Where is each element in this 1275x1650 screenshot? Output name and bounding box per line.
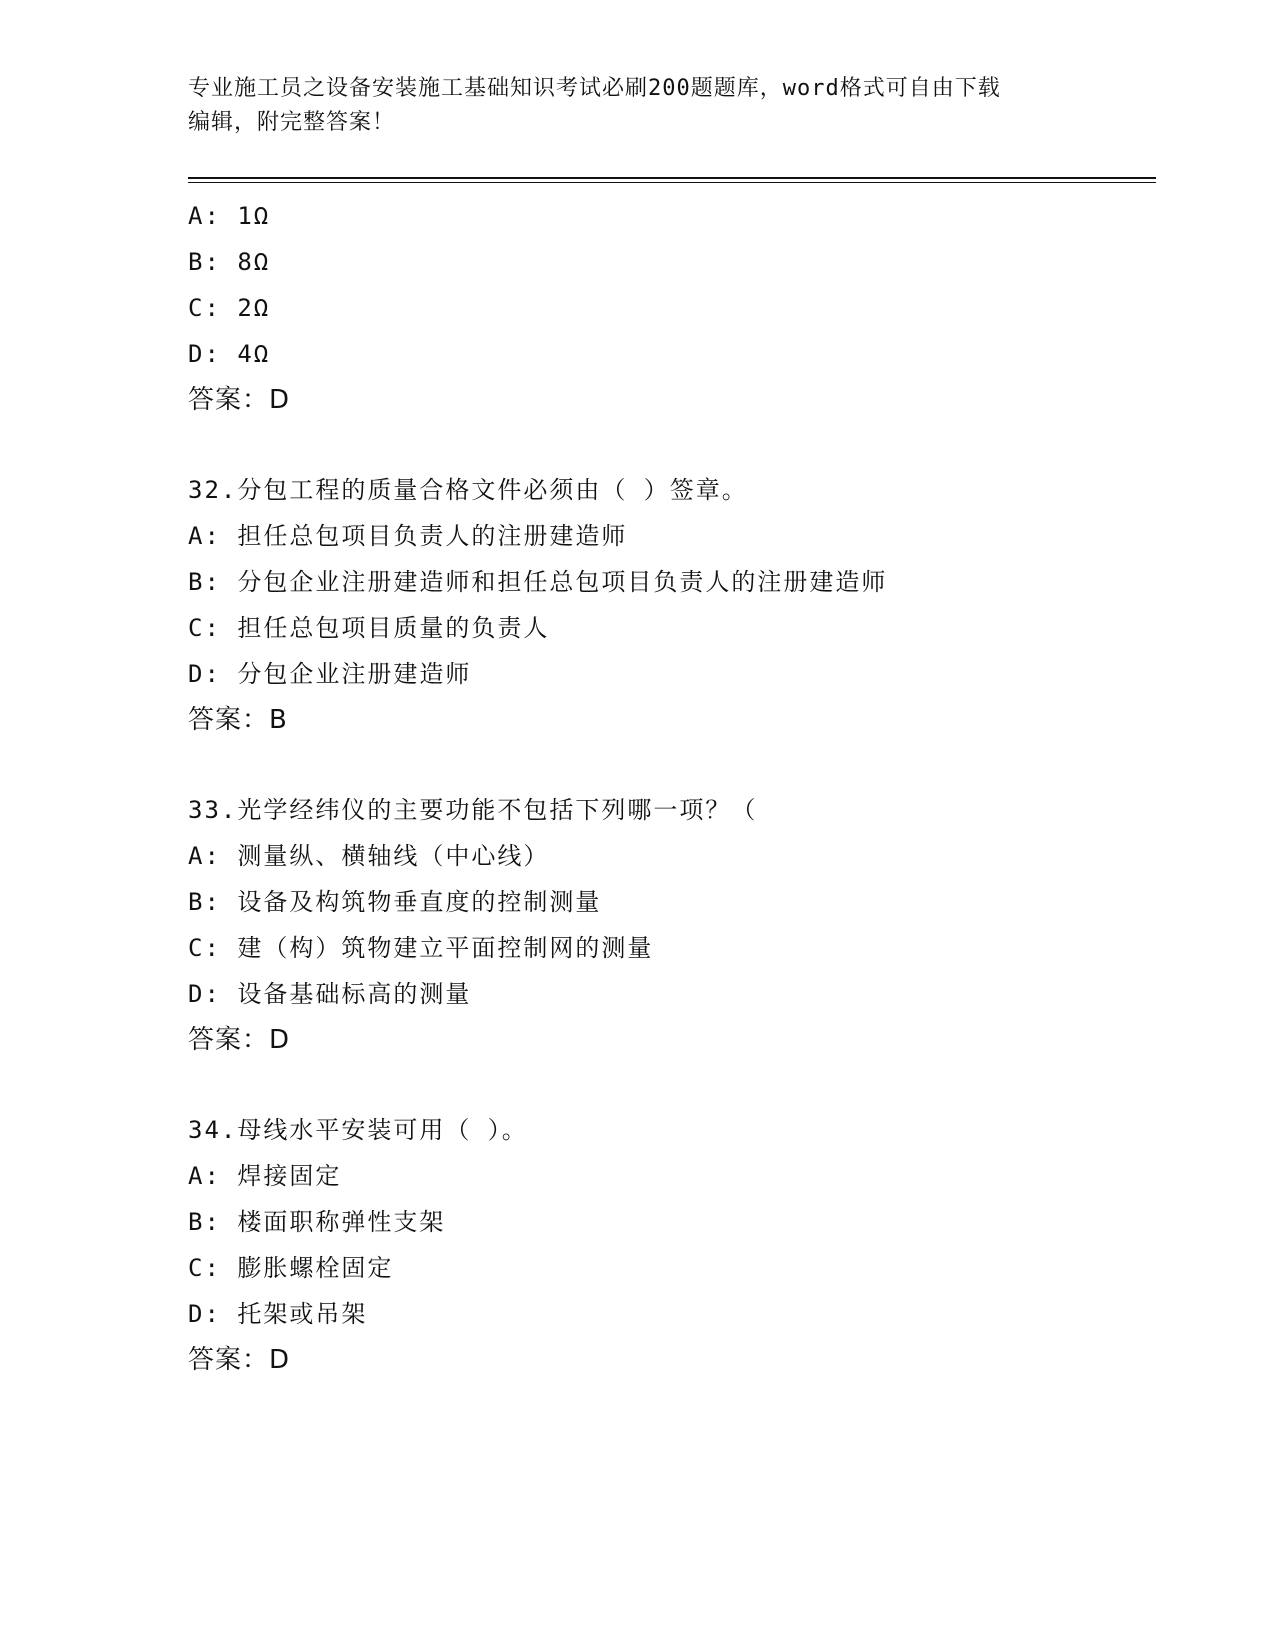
header-line-2: 编辑，附完整答案！	[188, 110, 396, 135]
spacer	[188, 423, 1148, 467]
option-c: C: 建（构）筑物建立平面控制网的测量	[188, 934, 654, 962]
question-block-carryover	[188, 193, 1148, 423]
option-b: B: 楼面职称弹性支架	[188, 1208, 446, 1236]
header-divider-thick	[188, 177, 1156, 179]
option-a: A: 焊接固定	[188, 1162, 342, 1190]
document-header	[188, 72, 1088, 140]
question-block-34	[188, 1107, 1148, 1383]
option-a: A: 测量纵、横轴线（中心线）	[188, 842, 550, 870]
answer-line: 答案：B	[188, 705, 288, 735]
answer-line: 答案：D	[188, 1345, 291, 1375]
spacer	[188, 743, 1148, 787]
option-a: A: 担任总包项目负责人的注册建造师	[188, 522, 628, 550]
question-block-33	[188, 787, 1148, 1063]
option-b: B: 分包企业注册建造师和担任总包项目负责人的注册建造师	[188, 568, 888, 596]
option-c: C: 2Ω	[188, 294, 271, 322]
answer-line: 答案：D	[188, 1025, 291, 1055]
header-divider-thin	[188, 182, 1156, 183]
option-d: D: 托架或吊架	[188, 1300, 368, 1328]
question-list	[188, 193, 1148, 1383]
option-d: D: 分包企业注册建造师	[188, 660, 472, 688]
question-stem: 34.母线水平安装可用（ ）。	[188, 1116, 528, 1144]
option-b: B: 8Ω	[188, 248, 271, 276]
option-d: D: 4Ω	[188, 340, 271, 368]
spacer	[188, 1063, 1148, 1107]
answer-line: 答案：D	[188, 385, 291, 415]
header-line-1: 专业施工员之设备安装施工基础知识考试必刷200题题库，word格式可自由下载	[188, 76, 1001, 101]
question-block-32	[188, 467, 1148, 743]
option-d: D: 设备基础标高的测量	[188, 980, 472, 1008]
option-c: C: 膨胀螺栓固定	[188, 1254, 394, 1282]
question-stem: 33.光学经纬仪的主要功能不包括下列哪一项？（	[188, 796, 758, 824]
option-a: A: 1Ω	[188, 202, 271, 230]
option-b: B: 设备及构筑物垂直度的控制测量	[188, 888, 602, 916]
option-c: C: 担任总包项目质量的负责人	[188, 614, 550, 642]
question-stem: 32.分包工程的质量合格文件必须由（ ）签章。	[188, 476, 748, 504]
